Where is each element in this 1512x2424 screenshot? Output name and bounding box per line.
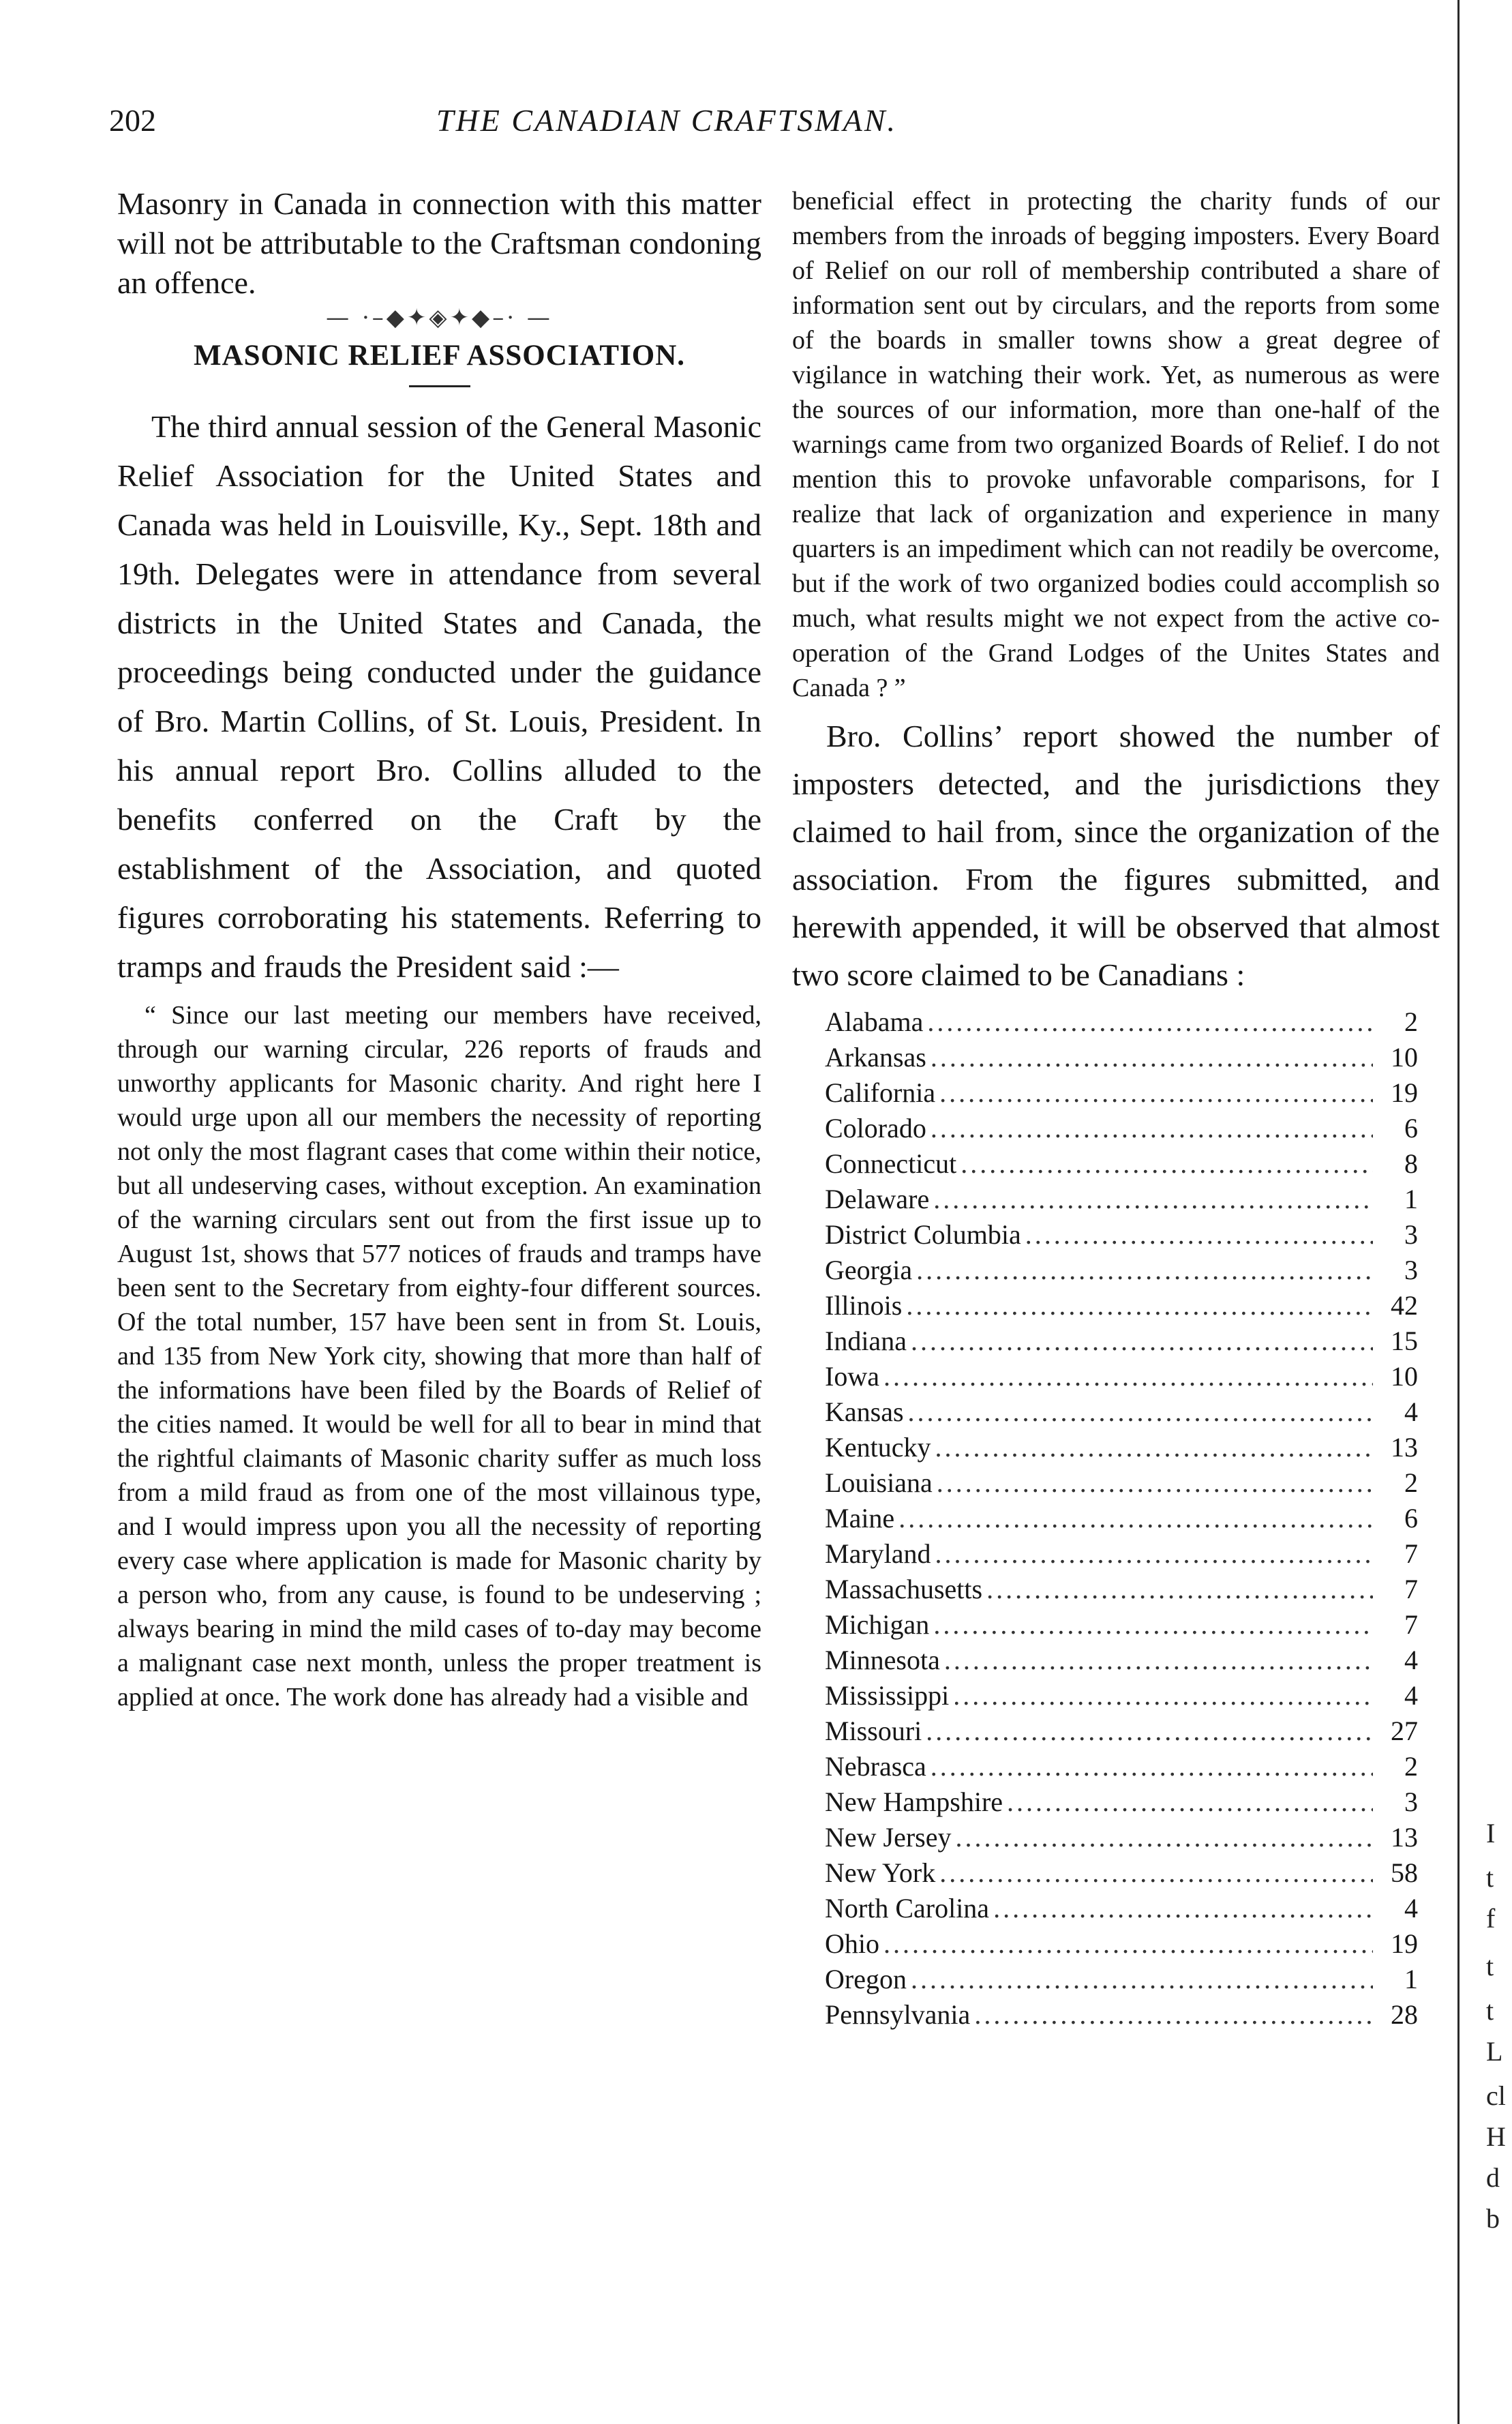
leader-dots — [898, 1501, 1373, 1536]
state-name: Arkansas — [825, 1042, 926, 1073]
table-row — [825, 1855, 1418, 1891]
state-name: North Carolina — [825, 1893, 990, 1924]
leader-dots — [956, 1820, 1374, 1855]
leader-dots — [937, 1465, 1373, 1501]
state-name: New Jersey — [825, 1822, 952, 1853]
page-header — [109, 102, 1438, 150]
article-title: MASONIC RELIEF ASSOCIATION. — [193, 340, 686, 372]
state-name: Georgia — [825, 1255, 913, 1285]
leader-dots — [944, 1643, 1373, 1678]
table-row — [825, 1465, 1418, 1501]
imposter-count: 4 — [1404, 1396, 1418, 1427]
edge-fragment: H — [1486, 2121, 1506, 2152]
state-name: Mississippi — [825, 1680, 950, 1711]
imposter-count: 3 — [1404, 1786, 1418, 1817]
imposter-count: 4 — [1404, 1680, 1418, 1711]
leader-dots — [931, 1040, 1373, 1075]
leader-dots — [1025, 1217, 1373, 1253]
table-row — [825, 1891, 1418, 1926]
state-name: Kansas — [825, 1396, 904, 1427]
state-name: Delaware — [825, 1184, 930, 1214]
leader-dots — [883, 1926, 1373, 1962]
imposter-count: 2 — [1404, 1751, 1418, 1782]
edge-fragment: t — [1486, 1951, 1494, 1981]
table-row — [825, 1997, 1418, 2033]
table-row — [825, 1040, 1418, 1075]
table-row — [825, 1111, 1418, 1146]
table-row — [825, 1926, 1418, 1962]
imposter-count: 3 — [1404, 1219, 1418, 1250]
running-title: THE CANADIAN CRAFTSMAN. — [436, 103, 897, 138]
table-row — [825, 1784, 1418, 1820]
table-row — [825, 1217, 1418, 1253]
leader-dots — [931, 1749, 1373, 1784]
report-paragraph: Bro. Collins’ report showed the number of imposters detected, and the jurisdictions they claimed to hail from, since the organization of the association. From the figures submitted, and herewith appended, it will be observed that almost two score claimed to be Canadians : — [792, 719, 1440, 992]
leader-dots — [953, 1678, 1373, 1714]
intro-paragraph: Masonry in Canada in connection with this matter will not be attributable to the Craftsman condoning an offence. — [117, 186, 761, 300]
leader-dots — [926, 1714, 1373, 1749]
table-row — [825, 1749, 1418, 1784]
imposters-table — [792, 1004, 1418, 2033]
imposter-count: 7 — [1404, 1538, 1418, 1569]
leader-dots — [908, 1394, 1373, 1430]
leader-dots — [961, 1146, 1373, 1182]
table-row — [825, 1288, 1418, 1323]
imposter-count: 13 — [1391, 1432, 1418, 1463]
imposter-count: 4 — [1404, 1645, 1418, 1675]
imposter-count: 42 — [1391, 1290, 1418, 1321]
left-column — [117, 184, 761, 1714]
table-row — [825, 1394, 1418, 1430]
leader-dots — [883, 1359, 1373, 1394]
page-number: 202 — [109, 103, 156, 138]
edge-fragment: cl — [1486, 2080, 1506, 2111]
leader-dots — [916, 1253, 1373, 1288]
edge-fragment: d — [1486, 2162, 1500, 2193]
imposter-count: 58 — [1391, 1857, 1418, 1888]
table-row — [825, 1536, 1418, 1572]
imposter-count: 19 — [1391, 1928, 1418, 1959]
table-row — [825, 1075, 1418, 1111]
leader-dots — [927, 1004, 1373, 1040]
imposter-count: 8 — [1404, 1148, 1418, 1179]
state-name: District Columbia — [825, 1219, 1021, 1250]
state-name: Colorado — [825, 1113, 926, 1143]
state-name: Massachusetts — [825, 1574, 983, 1604]
leader-dots — [906, 1288, 1373, 1323]
imposter-count: 7 — [1404, 1609, 1418, 1640]
leader-dots — [993, 1891, 1373, 1926]
table-row — [825, 1962, 1418, 1997]
leader-dots — [939, 1075, 1373, 1111]
imposter-count: 19 — [1391, 1077, 1418, 1108]
imposter-count: 7 — [1404, 1574, 1418, 1604]
state-name: Ohio — [825, 1928, 879, 1959]
table-row — [825, 1004, 1418, 1040]
table-row — [825, 1643, 1418, 1678]
leader-dots — [939, 1855, 1373, 1891]
state-name: Iowa — [825, 1361, 879, 1392]
table-row — [825, 1323, 1418, 1359]
table-row — [825, 1146, 1418, 1182]
state-name: Illinois — [825, 1290, 903, 1321]
edge-fragment: b — [1486, 2203, 1500, 2234]
state-name: Pennsylvania — [825, 1999, 971, 2030]
state-name: Connecticut — [825, 1148, 957, 1179]
imposter-count: 3 — [1404, 1255, 1418, 1285]
column-edge-rule — [1457, 0, 1460, 2424]
table-row — [825, 1253, 1418, 1288]
imposter-count: 13 — [1391, 1822, 1418, 1853]
imposter-count: 6 — [1404, 1503, 1418, 1533]
leader-dots — [935, 1536, 1373, 1572]
edge-fragment: t — [1486, 1862, 1494, 1893]
ornament-divider-icon: — ·–◆✦◈✦◆–· — — [326, 304, 553, 331]
leader-dots — [986, 1572, 1373, 1607]
imposter-count: 10 — [1391, 1042, 1418, 1073]
edge-fragment: I — [1486, 1818, 1496, 1849]
leader-dots — [935, 1430, 1373, 1465]
imposter-count: 28 — [1391, 1999, 1418, 2030]
state-name: Alabama — [825, 1006, 924, 1037]
state-name: Missouri — [825, 1716, 922, 1746]
quote-continuation: beneficial effect in protecting the charity funds of our members from the inroads of begging imposters. Every Board of Relief on our roll of membership contributed a share of information sent out by circulars, and the reports from some of the boards in smaller towns show a great degree of vigilance in watching their work. Yet, as numerous as were the sources of our information, more than one-half of the warnings came from two organized Boards of Relief. I do not mention this to provoke unfavorable comparisons, for I realize that lack of organization and experience in many quarters is an impediment which can not readily be overcome, but if the work of two organized bodies could accomplish so much, what results might we not expect from the active co-operation of the Grand Lodges of the Unites States and Canada ? ” — [792, 187, 1440, 702]
leader-dots — [974, 1997, 1373, 2033]
edge-fragment: f — [1486, 1903, 1496, 1934]
state-name: Minnesota — [825, 1645, 940, 1675]
imposter-count: 15 — [1391, 1326, 1418, 1356]
state-name: Maine — [825, 1503, 895, 1533]
table-row — [825, 1820, 1418, 1855]
president-quote: “ Since our last meeting our members have received, through our warning circular, 226 reports of frauds and unworthy applicants for Masonic charity. And right here I would urge upon all our members the necessity of reporting not only the most flagrant cases that come within their notice, but all undeserving cases, without exception. An examination of the warning circulars sent out from the first issue up to August 1st, shows that 577 notices of frauds and tramps have been sent to the Secretary from eighty-four different sources. Of the total number, 157 have been sent in from St. Louis, and 135 from New York city, showing that more than half of the informations have been filed by the Boards of Relief of the cities named. It would be well for all to bear in mind that the rightful claimants of Masonic charity suffer as much loss from a mild fraud as from one of the most villainous type, and I would impress upon you all the necessity of reporting every case where application is made for Masonic charity by a person who, from any cause, is found to be undeserving ; always bearing in mind the mild cases of to-day may become a malignant case next month, unless the proper treatment is applied at once. The work done has already had a visible and — [117, 1001, 761, 1711]
state-name: California — [825, 1077, 936, 1108]
table-row — [825, 1607, 1418, 1643]
table-row — [825, 1714, 1418, 1749]
state-name: Indiana — [825, 1326, 907, 1356]
imposter-count: 2 — [1404, 1006, 1418, 1037]
state-name: Maryland — [825, 1538, 931, 1569]
table-row — [825, 1501, 1418, 1536]
leader-dots — [933, 1182, 1373, 1217]
state-name: Nebrasca — [825, 1751, 926, 1782]
imposter-count: 1 — [1404, 1964, 1418, 1994]
table-row — [825, 1430, 1418, 1465]
table-row — [825, 1182, 1418, 1217]
leader-dots — [933, 1607, 1373, 1643]
leader-dots — [1007, 1784, 1373, 1820]
table-row — [825, 1572, 1418, 1607]
article-paragraph: The third annual session of the General Masonic Relief Association for the United States and Canada was held in Louisville, Ky., Sept. 18th and 19th. Delegates were in attendance from several districts in the United States and Canada, the proceedings being conducted under the guidance of Bro. Martin Collins, of St. Louis, President. In his annual report Bro. Collins alluded to the benefits conferred on the Craft by the establishment of the Association, and quoted figures corroborating his statements. Referring to tramps and frauds the President said :— — [117, 409, 761, 984]
leader-dots — [911, 1323, 1373, 1359]
leader-dots — [931, 1111, 1373, 1146]
leader-dots — [911, 1962, 1373, 1997]
state-name: Oregon — [825, 1964, 907, 1994]
state-name: Louisiana — [825, 1467, 933, 1498]
table-row — [825, 1678, 1418, 1714]
right-column — [792, 184, 1440, 2033]
imposter-count: 27 — [1391, 1716, 1418, 1746]
state-name: New York — [825, 1857, 936, 1888]
imposter-count: 6 — [1404, 1113, 1418, 1143]
imposter-count: 10 — [1391, 1361, 1418, 1392]
edge-fragment: L — [1486, 2036, 1503, 2067]
state-name: Michigan — [825, 1609, 930, 1640]
title-rule — [409, 385, 470, 387]
table-row — [825, 1359, 1418, 1394]
edge-fragment: t — [1486, 1995, 1494, 2026]
state-name: New Hampshire — [825, 1786, 1003, 1817]
state-name: Kentucky — [825, 1432, 931, 1463]
imposter-count: 2 — [1404, 1467, 1418, 1498]
imposter-count: 4 — [1404, 1893, 1418, 1924]
imposter-count: 1 — [1404, 1184, 1418, 1214]
